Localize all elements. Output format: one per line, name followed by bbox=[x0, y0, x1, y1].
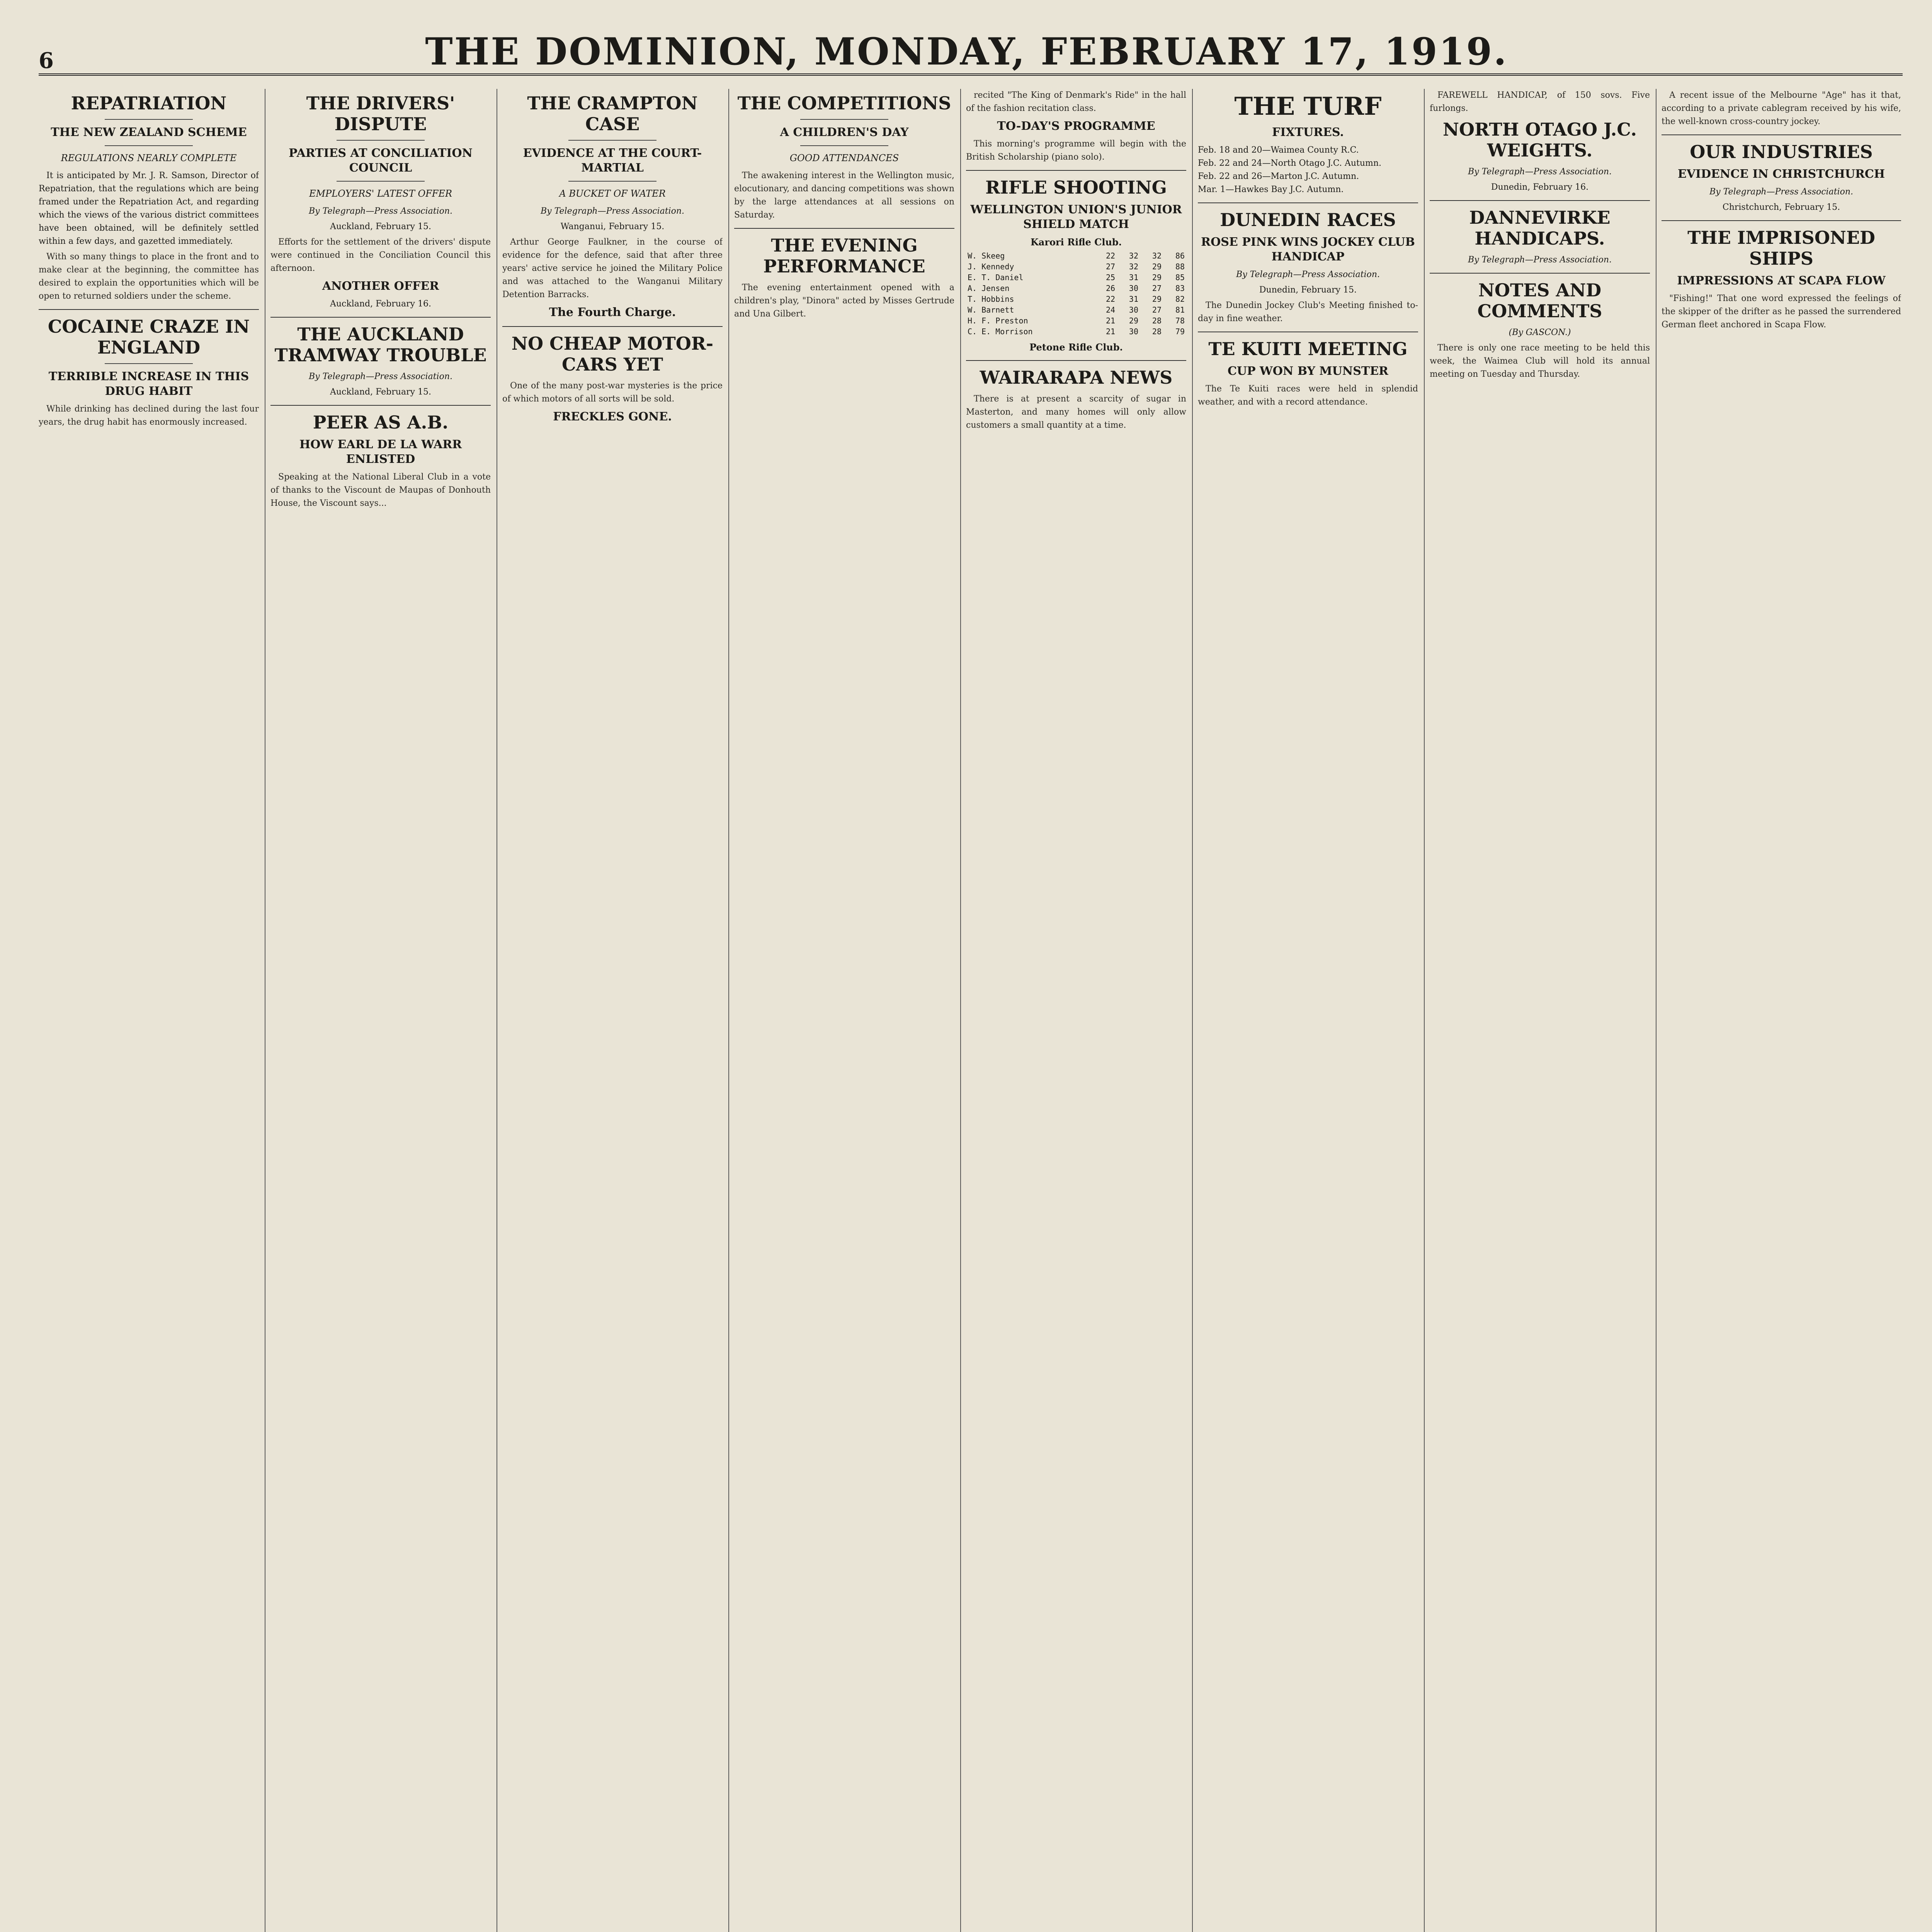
score-cell: 27 bbox=[1105, 262, 1116, 271]
byline: By Telegraph—Press Association. bbox=[1468, 167, 1612, 177]
table-row bbox=[966, 304, 1186, 315]
article-body: recited "The King of Denmark's Ride" in the hall of the fashion recitation class. bbox=[966, 90, 1186, 113]
fixture-item: Feb. 22 and 26—Marton J.C. Autumn. bbox=[1198, 172, 1359, 181]
score-cell: 79 bbox=[1175, 327, 1185, 336]
subhead-todays-programme: TO-DAY'S PROGRAMME bbox=[997, 119, 1155, 133]
headline-competitions: THE COMPETITIONS bbox=[737, 93, 951, 114]
results-table-karori bbox=[966, 250, 1186, 337]
article-body: With so many things to place in the front and to make clear at the beginning, the committee has desired to explain the opportunities which will be open to returned soldiers under the scheme. bbox=[39, 252, 259, 301]
score-cell: 32 bbox=[1152, 251, 1162, 260]
article-body: Arthur George Faulkner, in the course of evidence for the defence, said that after three years' active service he joined the Military Police and was attached to the Wanganui Military Detention Barracks. bbox=[502, 237, 723, 299]
headline-motor-cars: NO CHEAP MOTOR-CARS YET bbox=[511, 333, 714, 375]
byline: By Telegraph—Press Association. bbox=[1468, 255, 1612, 265]
subhead-scapa-flow: IMPRESSIONS AT SCAPA FLOW bbox=[1677, 274, 1886, 287]
fixtures-list bbox=[1198, 144, 1418, 196]
subhead-junior-shield: WELLINGTON UNION'S JUNIOR SHIELD MATCH bbox=[970, 203, 1182, 231]
score-cell: 81 bbox=[1175, 305, 1185, 315]
headline-peer-as-ab: PEER AS A.B. bbox=[313, 412, 449, 433]
page-number: 6 bbox=[39, 48, 54, 73]
article-body: There is only one race meeting to be held this week, the Waimea Club will hold its annual meeting on Tuesday and Thursday. bbox=[1430, 343, 1650, 379]
byline: By Telegraph—Press Association. bbox=[1709, 187, 1853, 197]
score-cell: 30 bbox=[1129, 284, 1139, 293]
dateline: Dunedin, February 15. bbox=[1259, 285, 1357, 295]
article-body: FAREWELL HANDICAP, of 150 sovs. Five furlongs. bbox=[1430, 90, 1650, 113]
newspaper-title: THE DOMINION, MONDAY, FEBRUARY 17, 1919. bbox=[425, 30, 1508, 73]
subhead-fourth-charge: The Fourth Charge. bbox=[549, 306, 676, 319]
score-cell: 32 bbox=[1129, 262, 1139, 271]
headline-repatriation: REPATRIATION bbox=[71, 93, 227, 114]
score-cell: 86 bbox=[1175, 251, 1185, 260]
headline-turf: THE TURF bbox=[1234, 92, 1382, 121]
column-turf bbox=[1198, 89, 1418, 1932]
fixture-item: Feb. 18 and 20—Waimea County R.C. bbox=[1198, 145, 1359, 155]
byline: By Telegraph—Press Association. bbox=[309, 372, 452, 381]
score-cell: 27 bbox=[1152, 305, 1162, 315]
dateline: Auckland, February 15. bbox=[330, 387, 431, 397]
deck-good-attendances: GOOD ATTENDANCES bbox=[789, 153, 899, 163]
score-cell: 85 bbox=[1175, 273, 1185, 282]
subhead-childrens-day: A CHILDREN'S DAY bbox=[780, 126, 909, 139]
score-cell: 27 bbox=[1152, 284, 1162, 293]
score-cell: 31 bbox=[1129, 294, 1139, 304]
article-body: The Dunedin Jockey Club's Meeting finished to-day in fine weather. bbox=[1198, 301, 1418, 323]
masthead bbox=[39, 27, 1903, 76]
table-row bbox=[966, 326, 1186, 337]
deck-bucket-of-water: A BUCKET OF WATER bbox=[559, 188, 666, 199]
score-cell: 22 bbox=[1105, 294, 1116, 304]
article-body: The Te Kuiti races were held in splendid weather, and with a record attendance. bbox=[1198, 384, 1418, 407]
headline-imprisoned-ships: THE IMPRISONED SHIPS bbox=[1687, 227, 1875, 269]
score-cell: 25 bbox=[1105, 273, 1116, 282]
score-cell: 24 bbox=[1105, 305, 1116, 315]
article-lead: It is anticipated by Mr. J. R. Samson, Director of Repatriation, that the regulations which are being framed under the Repatriation Act, and regarding which the views of the various district committees have been obtained, will be definitely settled within a few days, and gazetted immediately. bbox=[39, 171, 259, 246]
score-cell: 83 bbox=[1175, 284, 1185, 293]
score-cell: 30 bbox=[1129, 327, 1139, 336]
headline-drivers-dispute: THE DRIVERS' DISPUTE bbox=[306, 93, 455, 134]
table-row bbox=[966, 250, 1186, 261]
article-body: While drinking has declined during the last four years, the drug habit has enormously increased. bbox=[39, 404, 259, 427]
table-row bbox=[966, 315, 1186, 326]
dateline: Auckland, February 15. bbox=[330, 222, 431, 231]
headline-wairarapa-news: WAIRARAPA NEWS bbox=[980, 367, 1173, 388]
subhead-nz-scheme: THE NEW ZEALAND SCHEME bbox=[51, 126, 247, 139]
column-competitions bbox=[734, 89, 954, 1932]
headline-rifle-shooting: RIFLE SHOOTING bbox=[985, 177, 1167, 198]
article-body: Speaking at the National Liberal Club in a vote of thanks to the Viscount de Maupas of Donhouth House, the Viscount says... bbox=[270, 472, 491, 508]
article-body: "Fishing!" That one word expressed the feelings of the skipper of the drifter as he passed the surrendered German fleet anchored in Scapa Flow. bbox=[1662, 294, 1901, 330]
table-row bbox=[966, 272, 1186, 283]
byline: By Telegraph—Press Association. bbox=[1236, 270, 1380, 279]
column-drivers-dispute bbox=[270, 89, 491, 1932]
dateline: Wanganui, February 15. bbox=[560, 222, 665, 231]
article-body: The awakening interest in the Wellington music, elocutionary, and dancing competitions was shown by the large attendances at all sessions on Saturday. bbox=[734, 171, 954, 220]
column-industries bbox=[1662, 89, 1901, 1932]
article-body: A recent issue of the Melbourne "Age" has it that, according to a private cablegram received by his wife, the well-known cross-country jockey. bbox=[1662, 90, 1901, 126]
subhead-christchurch: EVIDENCE IN CHRISTCHURCH bbox=[1677, 167, 1885, 181]
shooter-name: T. Hobbins bbox=[968, 294, 1014, 304]
dateline: Auckland, February 16. bbox=[330, 299, 431, 309]
score-cell: 88 bbox=[1175, 262, 1185, 271]
headline-dunedin-races: DUNEDIN RACES bbox=[1220, 209, 1396, 230]
table-row bbox=[966, 283, 1186, 294]
score-cell: 30 bbox=[1129, 305, 1139, 315]
headline-te-kuiti: TE KUITI MEETING bbox=[1208, 338, 1408, 359]
score-cell: 32 bbox=[1129, 251, 1139, 260]
score-cell: 28 bbox=[1152, 316, 1162, 325]
table-row bbox=[966, 294, 1186, 304]
fixture-item: Mar. 1—Hawkes Bay J.C. Autumn. bbox=[1198, 185, 1344, 194]
shooter-name: C. E. Morrison bbox=[968, 327, 1033, 336]
fixture-item: Feb. 22 and 24—North Otago J.C. Autumn. bbox=[1198, 158, 1382, 168]
headline-our-industries: OUR INDUSTRIES bbox=[1690, 141, 1873, 162]
score-cell: 28 bbox=[1152, 327, 1162, 336]
headline-tramway-trouble: THE AUCKLAND TRAMWAY TROUBLE bbox=[274, 324, 487, 366]
shooter-name: E. T. Daniel bbox=[968, 273, 1024, 282]
article-body: One of the many post-war mysteries is the price of which motors of all sorts will be sold. bbox=[502, 381, 723, 404]
headline-crampton-case: THE CRAMPTON CASE bbox=[527, 93, 698, 134]
column-repatriation bbox=[39, 89, 259, 1932]
table-title-karori: Karori Rifle Club. bbox=[1030, 236, 1122, 248]
score-cell: 82 bbox=[1175, 294, 1185, 304]
subhead-another-offer: ANOTHER OFFER bbox=[322, 279, 439, 293]
column-crampton-case bbox=[502, 89, 723, 1932]
headline-evening-performance: THE EVENING PERFORMANCE bbox=[763, 235, 925, 277]
headline-notes-comments: NOTES AND COMMENTS bbox=[1477, 280, 1602, 321]
subhead-freckles-gone: FRECKLES GONE. bbox=[553, 410, 672, 423]
headline-north-otago: NORTH OTAGO J.C. WEIGHTS. bbox=[1442, 119, 1637, 161]
article-body: This morning's programme will begin with the British Scholarship (piano solo). bbox=[966, 139, 1186, 162]
score-cell: 78 bbox=[1175, 316, 1185, 325]
score-cell: 29 bbox=[1152, 262, 1162, 271]
shooter-name: W. Barnett bbox=[968, 305, 1014, 315]
subhead-cup-won: CUP WON BY MUNSTER bbox=[1227, 364, 1388, 378]
score-cell: 31 bbox=[1129, 273, 1139, 282]
byline: (By GASCON.) bbox=[1509, 328, 1571, 337]
column-rifle-shooting bbox=[966, 89, 1186, 1932]
shooter-name: J. Kennedy bbox=[968, 262, 1014, 271]
subhead-conciliation: PARTIES AT CONCILIATION COUNCIL bbox=[289, 146, 473, 175]
dateline: Dunedin, February 16. bbox=[1491, 182, 1589, 192]
column-handicaps bbox=[1430, 89, 1650, 1932]
shooter-name: H. F. Preston bbox=[968, 316, 1028, 325]
score-cell: 22 bbox=[1105, 251, 1116, 260]
deck-employers-offer: EMPLOYERS' LATEST OFFER bbox=[309, 188, 452, 199]
subhead-court-martial: EVIDENCE AT THE COURT-MARTIAL bbox=[523, 146, 702, 175]
score-cell: 21 bbox=[1105, 327, 1116, 336]
dateline: Christchurch, February 15. bbox=[1722, 202, 1840, 212]
headline-cocaine-craze: COCAINE CRAZE IN ENGLAND bbox=[48, 316, 250, 358]
shooter-name: A. Jensen bbox=[968, 284, 1010, 293]
table-title-petone: Petone Rifle Club. bbox=[1029, 342, 1123, 353]
score-cell: 29 bbox=[1152, 273, 1162, 282]
byline: By Telegraph—Press Association. bbox=[541, 206, 684, 216]
score-cell: 29 bbox=[1129, 316, 1139, 325]
shooter-name: W. Skeeg bbox=[968, 251, 1005, 260]
subhead-earl-de-la-warr: HOW EARL DE LA WARR ENLISTED bbox=[299, 438, 462, 466]
subhead-drug-habit: TERRIBLE INCREASE IN THIS DRUG HABIT bbox=[48, 370, 249, 398]
byline: By Telegraph—Press Association. bbox=[309, 206, 452, 216]
deck-regulations: REGULATIONS NEARLY COMPLETE bbox=[61, 153, 237, 163]
table-row bbox=[966, 261, 1186, 272]
article-body: Efforts for the settlement of the drivers' dispute were continued in the Conciliation Council this afternoon. bbox=[270, 237, 491, 273]
headline-dannevirke: DANNEVIRKE HANDICAPS. bbox=[1469, 207, 1611, 249]
score-cell: 21 bbox=[1105, 316, 1116, 325]
score-cell: 29 bbox=[1152, 294, 1162, 304]
article-body: The evening entertainment opened with a children's play, "Dinora" acted by Misses Gertrude and Una Gilbert. bbox=[734, 283, 954, 319]
article-body: There is at present a scarcity of sugar in Masterton, and many homes will only allow customers a small quantity at a time. bbox=[966, 394, 1186, 430]
subhead-fixtures: FIXTURES. bbox=[1272, 126, 1344, 139]
score-cell: 26 bbox=[1105, 284, 1116, 293]
subhead-rose-pink: ROSE PINK WINS JOCKEY CLUB HANDICAP bbox=[1201, 235, 1415, 264]
